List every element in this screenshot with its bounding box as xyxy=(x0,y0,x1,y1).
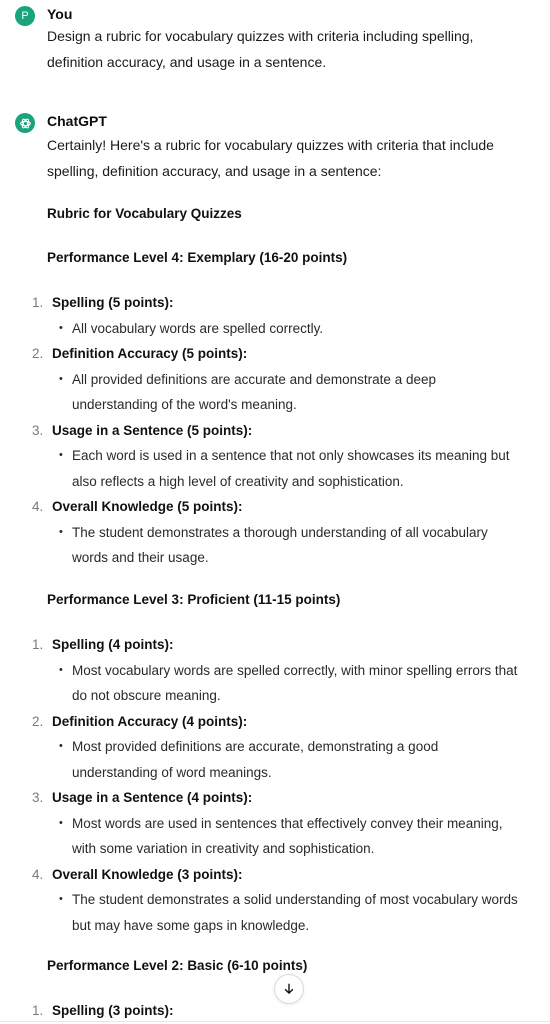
criterion-description: • Most provided definitions are accurate, demonstrating a good understanding of word meanings. xyxy=(52,734,520,785)
bullet-icon: • xyxy=(59,525,63,538)
criterion-title: Overall Knowledge (3 points): xyxy=(52,866,243,882)
criterion-description: • Most words are used in sentences that effectively convey their meaning, with some variation in creativity and sophistication. xyxy=(52,811,520,862)
level-heading: Performance Level 2: Basic (6-10 points) xyxy=(47,958,308,973)
arrow-down-icon xyxy=(282,982,296,996)
bullet-icon: • xyxy=(59,740,63,752)
criterion-description: • The student demonstrates a thorough understanding of all vocabulary words and their usage. xyxy=(52,520,520,571)
level-heading: Performance Level 3: Proficient (11-15 points) xyxy=(47,592,341,607)
rubric-title: Rubric for Vocabulary Quizzes xyxy=(47,206,242,221)
bullet-icon: • xyxy=(59,816,63,829)
criterion-title: Spelling (5 points): xyxy=(52,295,174,310)
criterion-item xyxy=(32,418,522,495)
criteria-list xyxy=(32,998,522,1024)
criterion-description: • All provided definitions are accurate and demonstrate a deep understanding of the word's meaning. xyxy=(52,367,520,418)
scroll-to-bottom-button[interactable] xyxy=(274,974,304,1004)
criterion-item xyxy=(32,341,522,418)
assistant-author-name: ChatGPT xyxy=(47,113,107,129)
criterion-description: • The student demonstrates a solid understanding of most vocabulary words but may have some gaps in knowledge. xyxy=(52,887,520,938)
criterion-number: 4. xyxy=(32,866,44,882)
criterion-title: Usage in a Sentence (4 points): xyxy=(52,790,253,805)
bullet-icon: • xyxy=(59,372,63,385)
criterion-number: 4. xyxy=(32,499,44,514)
criterion-description: • Each word is used in a sentence that not only showcases its meaning but also reflects a high level of creativity and sophistication. xyxy=(52,443,520,494)
criteria-list xyxy=(32,632,522,938)
criterion-number: 1. xyxy=(32,295,44,310)
criterion-title: Overall Knowledge (5 points): xyxy=(52,499,243,514)
criterion-number: 2. xyxy=(32,713,44,729)
criterion-title: Spelling (4 points): xyxy=(52,637,174,652)
criterion-number: 2. xyxy=(32,346,44,361)
criterion-title: Usage in a Sentence (5 points): xyxy=(52,422,253,438)
level-heading: Performance Level 4: Exemplary (16-20 points) xyxy=(47,250,348,265)
criterion-description: • Most vocabulary words are spelled correctly, with minor spelling errors that do not obscure meaning. xyxy=(52,658,520,709)
user-avatar-letter: P xyxy=(21,10,29,22)
bullet-icon: • xyxy=(59,449,63,461)
criterion-item xyxy=(32,998,522,1024)
criterion-number: 3. xyxy=(32,422,44,438)
criterion-item xyxy=(32,862,522,939)
criterion-title: Spelling (3 points): xyxy=(52,1003,174,1018)
user-message-text: Design a rubric for vocabulary quizzes with criteria including spelling, definition accuracy, and usage in a sentence. xyxy=(47,28,474,70)
criterion-number: 1. xyxy=(32,1003,44,1018)
bullet-icon: • xyxy=(59,321,63,334)
criterion-number: 3. xyxy=(32,790,44,805)
criterion-item xyxy=(32,709,522,786)
assistant-avatar xyxy=(15,113,35,133)
criterion-item xyxy=(32,632,522,709)
criterion-title: Definition Accuracy (5 points): xyxy=(52,346,248,361)
assistant-intro-text: Certainly! Here's a rubric for vocabulary quizzes with criteria that include spelling, definition accuracy, and usage in a sentence: xyxy=(47,137,494,179)
criterion-item xyxy=(32,290,522,341)
criterion-number: 1. xyxy=(32,637,44,652)
user-avatar xyxy=(15,6,35,26)
criterion-item xyxy=(32,785,522,862)
bullet-icon: • xyxy=(59,893,63,905)
criterion-item xyxy=(32,494,522,571)
criteria-list xyxy=(32,290,522,571)
criterion-description: • All vocabulary words are spelled correctly. xyxy=(52,316,520,342)
user-author-name: You xyxy=(47,6,73,22)
bullet-icon: • xyxy=(59,663,63,676)
divider xyxy=(0,1021,550,1022)
openai-logo-icon xyxy=(19,117,32,130)
criterion-title: Definition Accuracy (4 points): xyxy=(52,713,248,729)
